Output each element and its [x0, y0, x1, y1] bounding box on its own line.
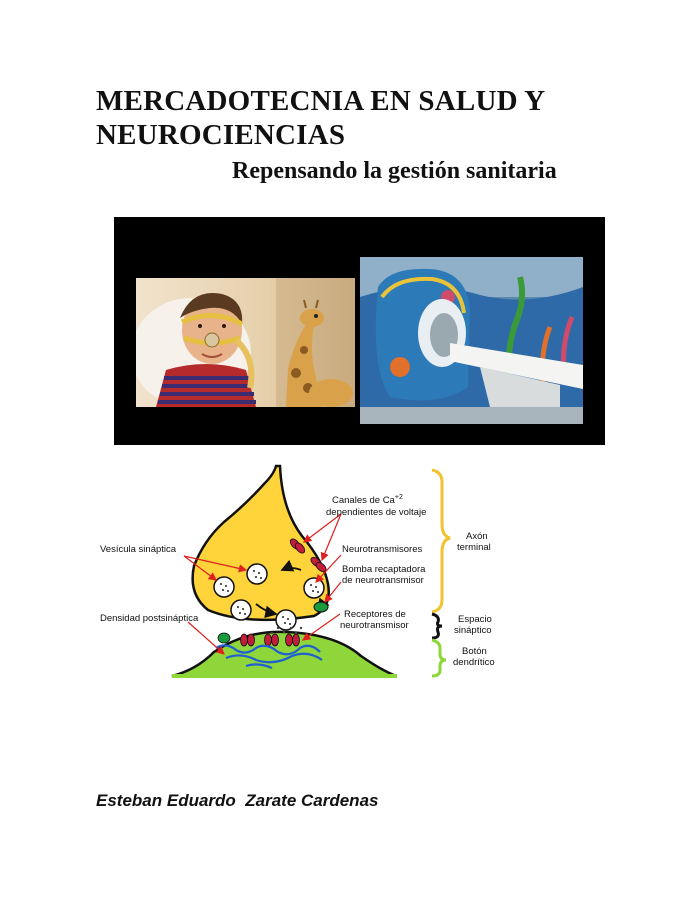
- cover-subtitle: Repensando la gestión sanitaria: [232, 158, 557, 184]
- label-canales-line-2: dependientes de voltaje: [326, 507, 427, 518]
- label-canales-superscript: +2: [394, 494, 403, 501]
- reuptake-pump: [314, 602, 328, 612]
- label-receptores-line-1: Receptores de: [344, 609, 406, 620]
- label-receptores-line-2: neurotransmisor: [340, 620, 409, 631]
- label-boton-line-2: dendrítico: [453, 657, 495, 668]
- dendritic-button-brace: [432, 640, 446, 676]
- axon-terminal-brace: [432, 470, 450, 612]
- photo-child-with-mask: [136, 278, 355, 407]
- cover-title-line-2: NEUROCIENCIAS: [96, 119, 346, 151]
- label-boton-line-1: Botón: [462, 646, 487, 657]
- cover-title-line-1: MERCADOTECNIA EN SALUD Y: [96, 85, 546, 117]
- label-axon-line-2: terminal: [457, 542, 491, 553]
- cover-title: [96, 84, 545, 152]
- label-espacio-line-1: Espacio: [458, 614, 492, 625]
- author-name: Esteban Eduardo Zarate Cardenas: [96, 791, 379, 810]
- label-canales-line-1: Canales de Ca: [332, 495, 395, 506]
- synapse-diagram: [96, 462, 516, 682]
- label-canales: [332, 494, 403, 506]
- label-bomba-line-2: de neurotransmisor: [342, 575, 424, 586]
- synaptic-cleft-brace: [432, 614, 442, 638]
- label-bomba-line-1: Bomba recaptadora: [342, 564, 426, 575]
- photo-child-with-mask-drawing: [136, 278, 355, 407]
- photo-panel: [114, 217, 605, 445]
- label-densidad: Densidad postsináptica: [100, 613, 199, 624]
- label-espacio-line-2: sináptico: [454, 625, 492, 636]
- label-vesicula: Vesícula sináptica: [100, 544, 177, 555]
- label-axon-line-1: Axón: [466, 531, 488, 542]
- photo-ocean-themed-mri-drawing: [360, 257, 583, 424]
- photo-ocean-themed-mri: [360, 257, 583, 424]
- label-neurotransmisores: Neurotransmisores: [342, 544, 423, 555]
